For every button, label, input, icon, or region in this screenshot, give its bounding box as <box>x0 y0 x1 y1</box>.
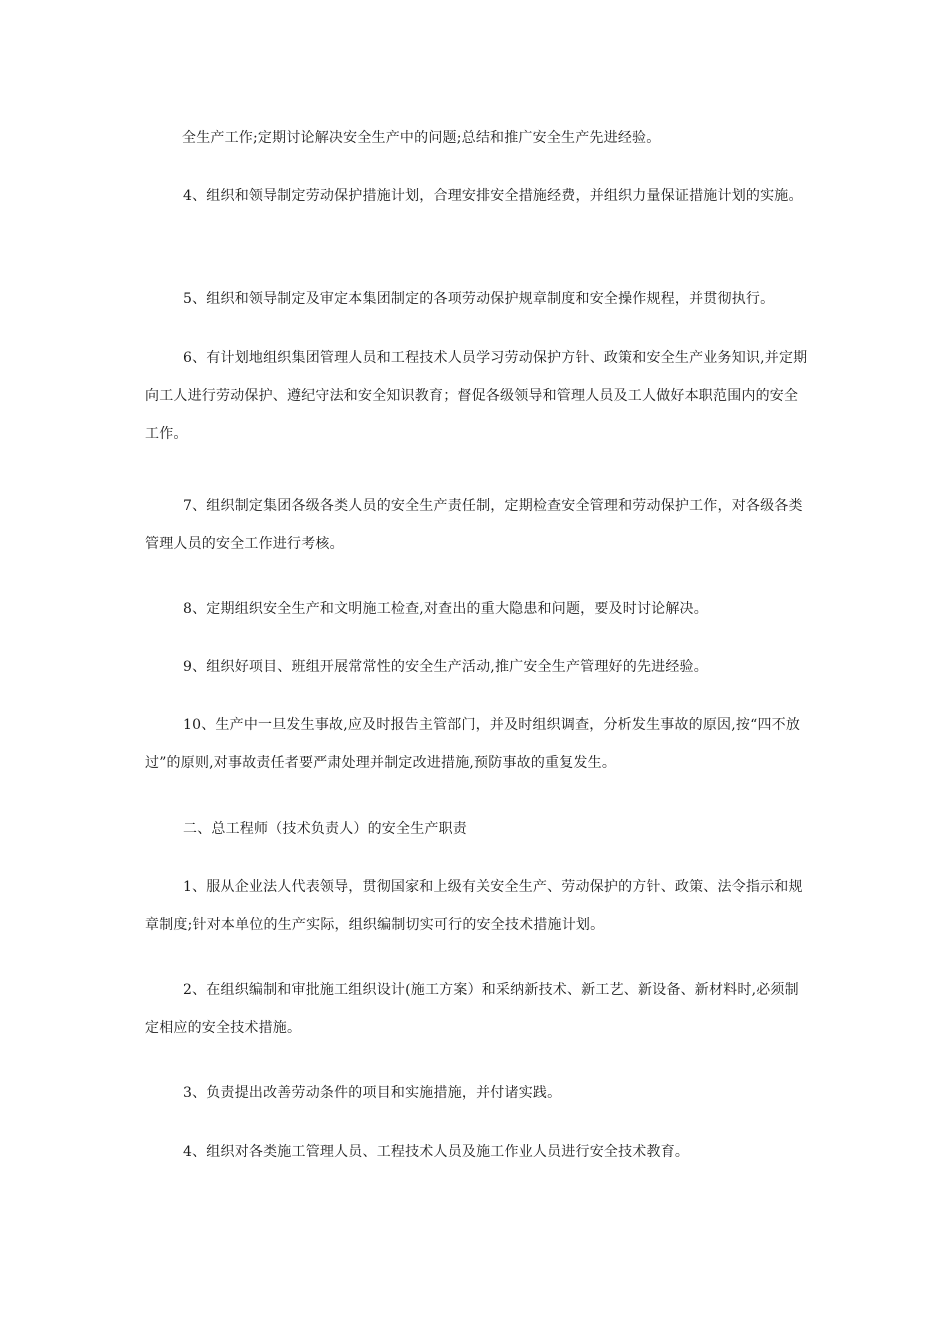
paragraph-ce-item-1: 1、服从企业法人代表领导，贯彻国家和上级有关安全生产、劳动保护的方针、政策、法令指示和规章制度;针对本单位的生产实际，组织编制切实可行的安全技术措施计划。 <box>145 879 803 933</box>
paragraph-item-8: 8、定期组织安全生产和文明施工检查,对查出的重大隐患和问题，要及时讨论解决。 <box>183 601 708 617</box>
paragraph-item-10: 10、生产中一旦发生事故,应及时报告主管部门，并及时组织调查，分析发生事故的原因,按“四不放过”的原则,对事故责任者要严肃处理并制定改进措施,预防事故的重复发生。 <box>145 717 801 771</box>
paragraph-item-9: 9、组织好项目、班组开展常常性的安全生产活动,推广安全生产管理好的先进经验。 <box>183 659 708 675</box>
paragraph-item-7: 7、组织制定集团各级各类人员的安全生产责任制，定期检查安全管理和劳动保护工作，对各级各类管理人员的安全工作进行考核。 <box>145 498 803 552</box>
paragraph-ce-item-3: 3、负责提出改善劳动条件的项目和实施措施，并付诸实践。 <box>183 1085 562 1101</box>
paragraph-item-5: 5、组织和领导制定及审定本集团制定的各项劳动保护规章制度和安全操作规程，并贯彻执行。 <box>183 291 775 307</box>
paragraph-item-4: 4、组织和领导制定劳动保护措施计划，合理安排安全措施经费，并组织力量保证措施计划的实施。 <box>183 188 803 204</box>
paragraph-item-6: 6、有计划地组织集团管理人员和工程技术人员学习劳动保护方针、政策和安全生产业务知识,并定期向工人进行劳动保护、遵纪守法和安全知识教育；督促各级领导和管理人员及工人做好本职范围内的安全工作。 <box>145 350 808 442</box>
paragraph-ce-item-2: 2、在组织编制和审批施工组织设计(施工方案）和采纳新技术、新工艺、新设备、新材料时,必须制定相应的安全技术措施。 <box>145 982 799 1036</box>
paragraph-ce-item-4: 4、组织对各类施工管理人员、工程技术人员及施工作业人员进行安全技术教育。 <box>183 1144 690 1160</box>
paragraph-continuation: 全生产工作;定期讨论解决安全生产中的问题;总结和推广安全生产先进经验。 <box>182 130 661 146</box>
section-heading-chief-engineer: 二、总工程师（技术负责人）的安全生产职责 <box>183 821 467 837</box>
